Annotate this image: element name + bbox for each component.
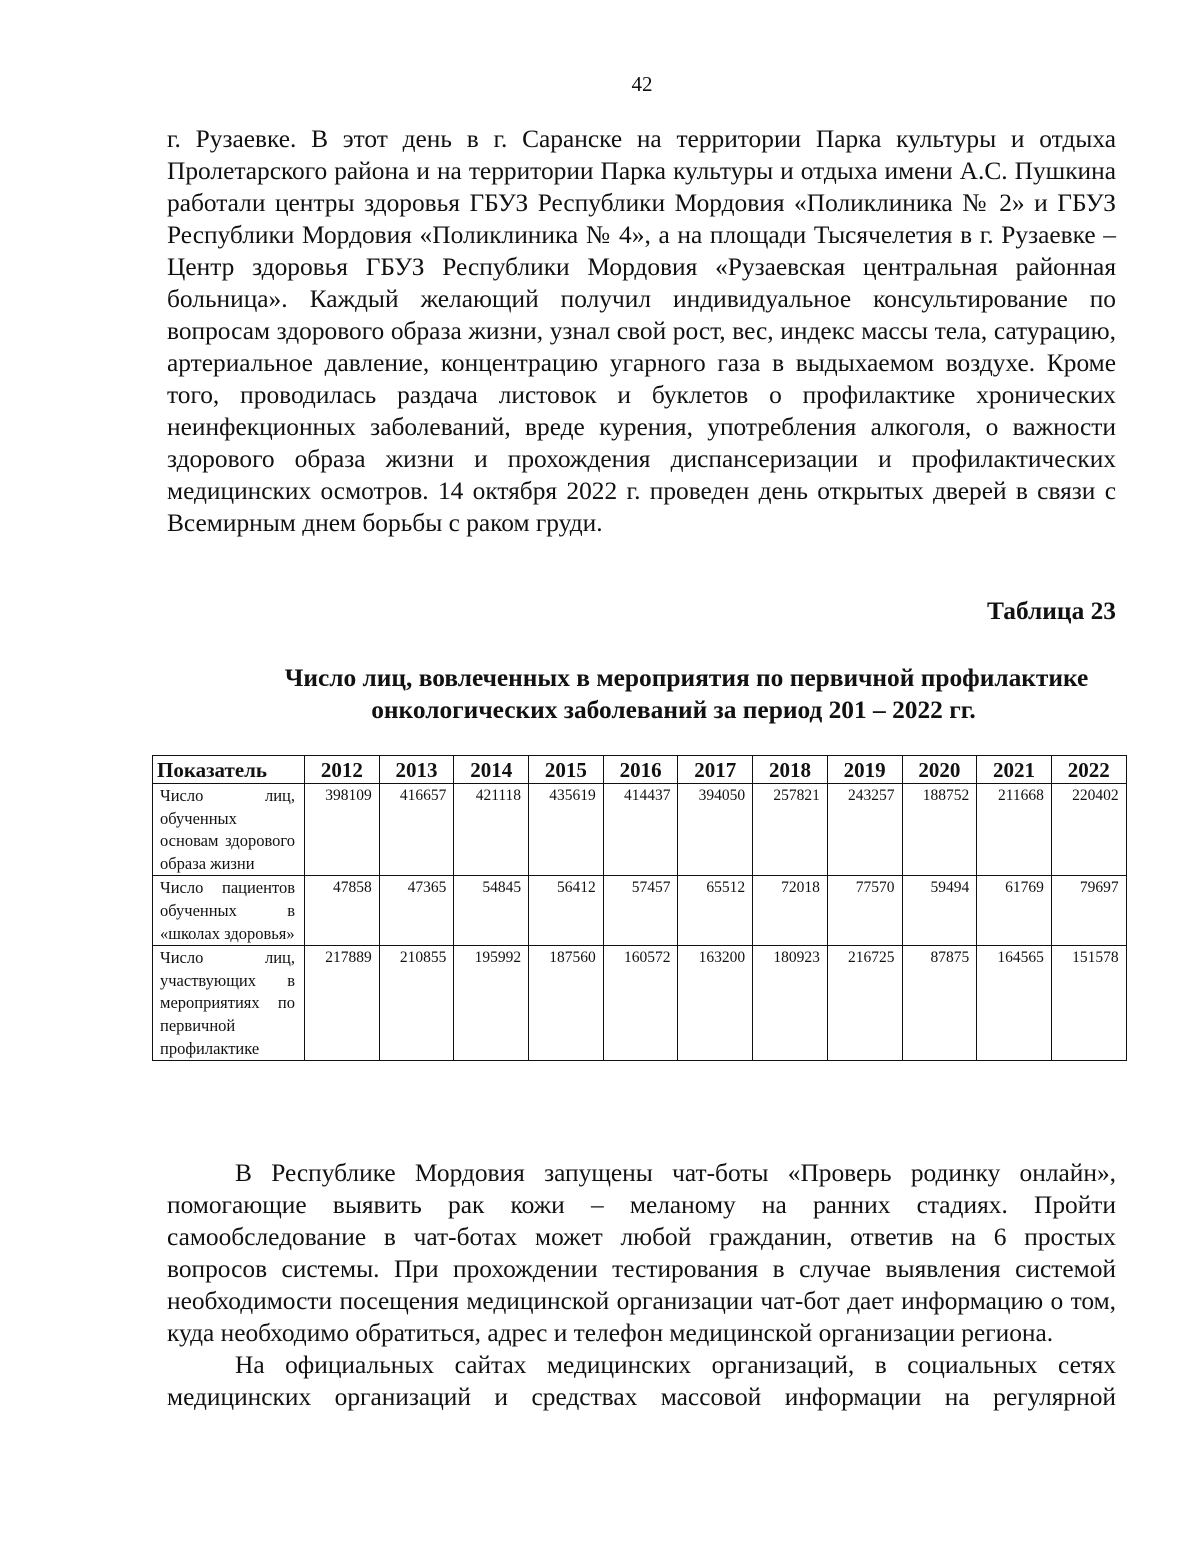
table-cell: 414437	[603, 784, 678, 876]
header-cell-year: 2018	[753, 756, 828, 784]
body-paragraph-top	[167, 123, 1116, 539]
table-cell: 188752	[902, 784, 977, 876]
table-cell: 421118	[454, 784, 529, 876]
table-cell: 211668	[977, 784, 1052, 876]
header-cell-year: 2017	[678, 756, 753, 784]
table-cell: 151578	[1051, 946, 1126, 1061]
table-cell: 243257	[827, 784, 902, 876]
table-cell: 220402	[1051, 784, 1126, 876]
header-cell-year: 2020	[902, 756, 977, 784]
row-label: Число лиц, участвующих в мероприятиях по первичной профилактике	[153, 946, 305, 1061]
row-label: Число лиц, обученных основам здорового образа жизни	[153, 784, 305, 876]
table-cell: 160572	[603, 946, 678, 1061]
header-cell-year: 2013	[379, 756, 454, 784]
table-cell: 79697	[1051, 876, 1126, 946]
page-number: 42	[631, 72, 653, 96]
table-cell: 61769	[977, 876, 1052, 946]
statistics-table	[152, 755, 1127, 1061]
table-cell: 54845	[454, 876, 529, 946]
table-cell: 210855	[379, 946, 454, 1061]
table-cell: 398109	[305, 784, 380, 876]
table-row	[153, 784, 1127, 876]
header-cell-year: 2016	[603, 756, 678, 784]
paragraph-text: г. Рузаевке. В этот день в г. Саранске на территории Парка культуры и отдыха Пролетарского района и на территории Парка культуры и отдыха имени А.С. Пушкина работали центры здоровья ГБУЗ Республики Мордовия «Поликлиника № 2» и ГБУЗ Республики Мордовия «Поликлиника № 4», а на площади Тысячелетия в г. Рузаевке – Центр здоровья ГБУЗ Республики Мордовия «Рузаевская центральная районная больница». Каждый желающий получил индивидуальное консультирование по вопросам здорового образа жизни, узнал свой рост, вес, индекс массы тела, сатурацию, артериальное давление, концентрацию угарного газа в выдыхаемом воздухе. Кроме того, проводилась раздача листовок и буклетов о профилактике хронических неинфекционных заболеваний, вреде курения, употребления алкоголя, о важности здорового образа жизни и прохождения диспансеризации и профилактических медицинских осмотров. 14 октября 2022 г. проведен день открытых дверей в связи с Всемирным днем борьбы с раком груди.	[167, 125, 1116, 537]
table-cell: 180923	[753, 946, 828, 1061]
table-cell: 72018	[753, 876, 828, 946]
table-row	[153, 876, 1127, 946]
table-cell: 394050	[678, 784, 753, 876]
paragraph-chatbots: В Республике Мордовия запущены чат-боты «Проверь родинку онлайн», помогающие выявить рак кожи – меланому на ранних стадиях. Пройти самообследование в чат-ботах может любой гражданин, ответив на 6 простых вопросов системы. При прохождении тестирования в случае выявления системой необходимости посещения медицинской организации чат-бот дает информацию о том, куда необходимо обратиться, адрес и телефон медицинской организации региона.	[167, 1159, 1116, 1347]
table-row	[153, 946, 1127, 1061]
table-title-line-1: Число лиц, вовлеченных в мероприятия по первичной профилактике	[284, 664, 1089, 692]
header-cell-year: 2019	[827, 756, 902, 784]
header-cell-indicator: Показатель	[153, 756, 305, 784]
table-cell: 87875	[902, 946, 977, 1061]
header-cell-year: 2012	[305, 756, 380, 784]
table-title	[167, 662, 1116, 726]
table-cell: 216725	[827, 946, 902, 1061]
body-paragraphs-bottom	[167, 1157, 1116, 1413]
table-cell: 195992	[454, 946, 529, 1061]
header-cell-year: 2015	[529, 756, 604, 784]
table-cell: 59494	[902, 876, 977, 946]
paragraph-official-sites: На официальных сайтах медицинских организаций, в социальных сетях медицинских организаций и средствах массовой информации на регулярной	[167, 1351, 1116, 1411]
row-label: Число пациентов обученных в «школах здоровья»	[153, 876, 305, 946]
table-cell: 257821	[753, 784, 828, 876]
table-cell: 416657	[379, 784, 454, 876]
table-cell: 47365	[379, 876, 454, 946]
header-cell-year: 2014	[454, 756, 529, 784]
header-cell-year: 2022	[1051, 756, 1126, 784]
table-caption: Таблица 23	[987, 597, 1116, 625]
table-cell: 163200	[678, 946, 753, 1061]
table-cell: 56412	[529, 876, 604, 946]
table-header-row	[153, 756, 1127, 784]
table-cell: 57457	[603, 876, 678, 946]
table-cell: 217889	[305, 946, 380, 1061]
table-cell: 65512	[678, 876, 753, 946]
table-title-line-2: онкологических заболеваний за период 201 – 2022 гг.	[371, 696, 976, 724]
table-cell: 164565	[977, 946, 1052, 1061]
table-cell: 435619	[529, 784, 604, 876]
table-cell: 77570	[827, 876, 902, 946]
table-cell: 47858	[305, 876, 380, 946]
table-cell: 187560	[529, 946, 604, 1061]
header-cell-year: 2021	[977, 756, 1052, 784]
